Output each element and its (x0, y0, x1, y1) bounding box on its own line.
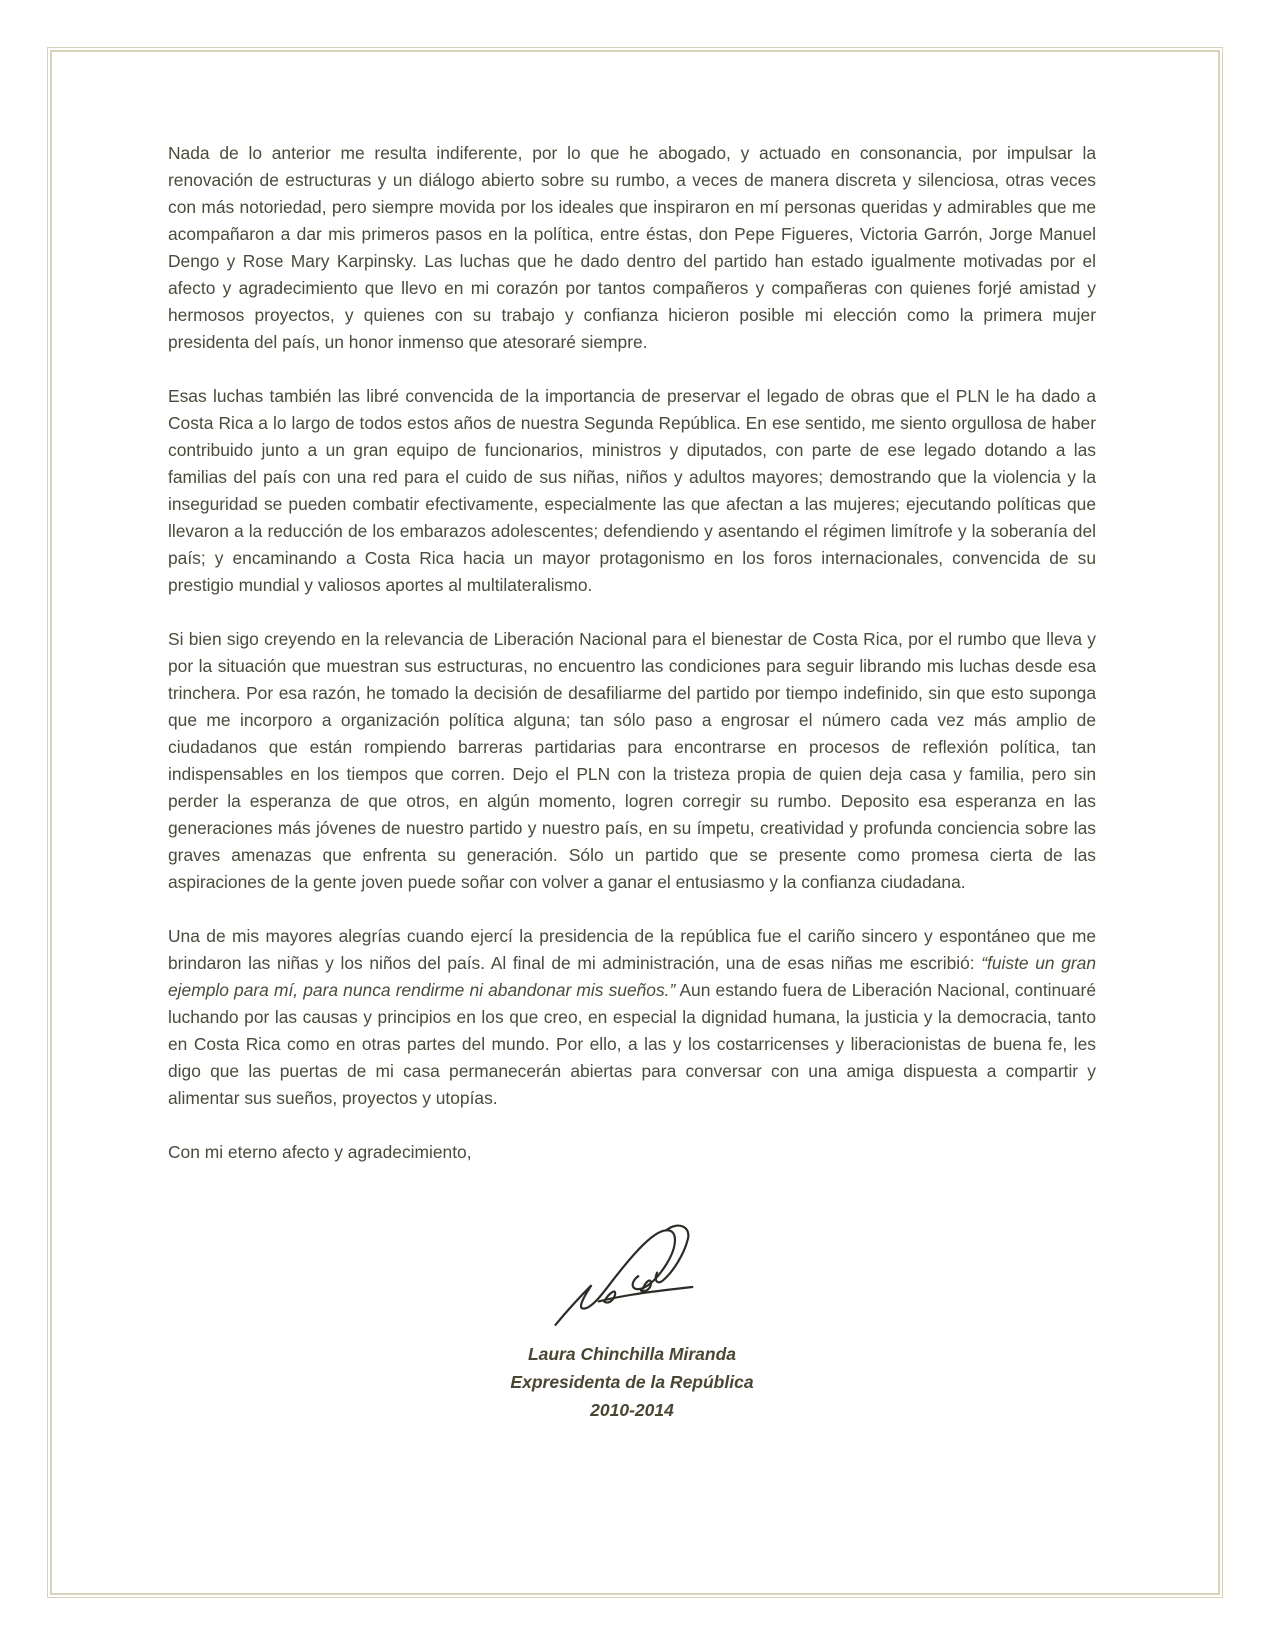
signatory-period: 2010-2014 (590, 1400, 674, 1420)
signature-block (168, 1340, 1096, 1424)
paragraph (168, 923, 1096, 1112)
signatory-title: Expresidenta de la República (510, 1372, 754, 1392)
child-letter-quote: “fuiste un gran ejemplo para mí, para nunca rendirme ni abandonar mis sueños.” (168, 953, 1096, 1000)
paragraph: Nada de lo anterior me resulta indiferente, por lo que he abogado, y actuado en consonancia, por impulsar la renovación de estructuras y un diálogo abierto sobre su rumbo, a veces de manera discreta y silenciosa, otras veces con más notoriedad, pero siempre movida por los ideales que inspiraron en mí personas queridas y admirables que me acompañaron a dar mis primeros pasos en la política, entre éstas, don Pepe Figueres, Victoria Garrón, Jorge Manuel Dengo y Rose Mary Karpinsky. Las luchas que he dado dentro del partido han estado igualmente motivadas por el afecto y agradecimiento que llevo en mi corazón por tantos compañeros y compañeras con quienes forjé amistad y hermosos proyectos, y quienes con su trabajo y confianza hicieron posible mi elección como la primera mujer presidenta del país, un honor inmenso que atesoraré siempre. (168, 143, 1096, 352)
paragraph-text: Una de mis mayores alegrías cuando ejercí la presidencia de la república fue el cariño sincero y espontáneo que me brindaron las niñas y los niños del país. Al final de mi administración, una de esas niñas me escribió: (168, 926, 1096, 973)
closing-line: Con mi eterno afecto y agradecimiento, (168, 1142, 472, 1162)
signature-image (537, 1224, 727, 1332)
signatory-name: Laura Chinchilla Miranda (527, 1344, 737, 1364)
paragraph: Si bien sigo creyendo en la relevancia de Liberación Nacional para el bienestar de Costa Rica, por el rumbo que lleva y por la situación que muestran sus estructuras, no encuentro las condiciones para seguir librando mis luchas desde esa trinchera. Por esa razón, he tomado la decisión de desafiliarme del partido por tiempo indefinido, sin que esto suponga que me incorporo a organización política alguna; tan sólo paso a engrosar el número cada vez más amplio de ciudadanos que están rompiendo barreras partidarias para encontrarse en procesos de reflexión política, tan indispensables en los tiempos que corren. Dejo el PLN con la tristeza propia de quien deja casa y familia, pero sin perder la esperanza de que otros, en algún momento, logren corregir su rumbo. Deposito esa esperanza en las generaciones más jóvenes de nuestro partido y nuestro país, en su ímpetu, creatividad y profunda conciencia sobre las graves amenazas que enfrenta su generación. Sólo un partido que se presente como promesa cierta de las aspiraciones de la gente joven puede soñar con volver a ganar el entusiasmo y la confianza ciudadana. (168, 629, 1096, 892)
paragraph-text: Aun estando fuera de Liberación Nacional, continuaré luchando por las causas y principios en los que creo, en especial la dignidad humana, la justicia y la democracia, tanto en Costa Rica como en otras partes del mundo. Por ello, a las y los costarricenses y liberacionistas de buena fe, les digo que las puertas de mi casa permanecerán abiertas para conversar con una amiga dispuesta a compartir y alimentar sus sueños, proyectos y utopías. (168, 980, 1096, 1108)
paragraph: Esas luchas también las libré convencida de la importancia de preservar el legado de obras que el PLN le ha dado a Costa Rica a lo largo de todos estos años de nuestra Segunda República. En ese sentido, me siento orgullosa de haber contribuido junto a un gran equipo de funcionarios, ministros y diputados, con parte de ese legado dotando a las familias del país con una red para el cuido de sus niñas, niños y adultos mayores; demostrando que la violencia y la inseguridad se pueden combatir efectivamente, especialmente las que afectan a las mujeres; ejecutando políticas que llevaron a la reducción de los embarazos adolescentes; defendiendo y asentando el régimen limítrofe y la soberanía del país; y encaminando a Costa Rica hacia un mayor protagonismo en los foros internacionales, convencida de su prestigio mundial y valiosos aportes al multilateralismo. (168, 386, 1096, 595)
signature-area (168, 1224, 1096, 1424)
letter-body (168, 140, 1096, 1424)
